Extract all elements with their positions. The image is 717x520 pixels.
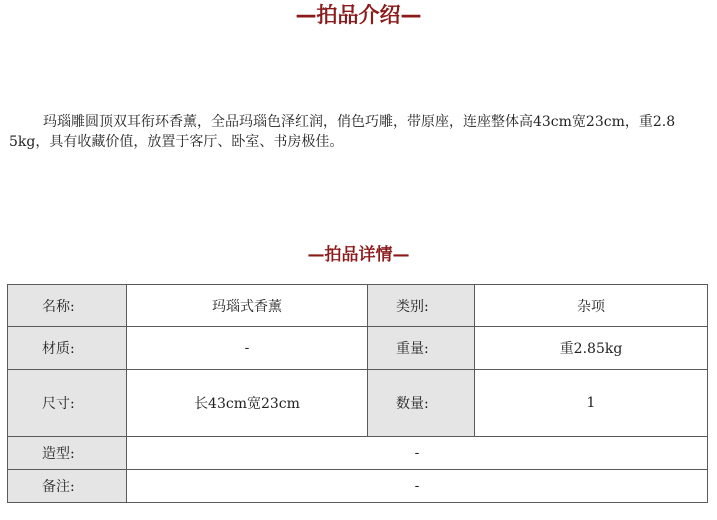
name-label: 名称: [8,285,127,327]
category-label: 类别: [368,285,475,327]
size-label: 尺寸: [8,370,127,437]
table-row [8,327,708,370]
details-table [7,284,708,503]
table-row [8,470,708,503]
category-value: 杂项 [475,285,708,327]
table-row [8,285,708,327]
remarks-value: - [127,470,708,503]
intro-section-title: —拍品介绍— [295,3,422,27]
name-value: 玛瑙式香薰 [127,285,368,327]
details-section-title: —拍品详情— [307,245,410,265]
size-value: 长43cm宽23cm [127,370,368,437]
table-row [8,370,708,437]
material-label: 材质: [8,327,127,370]
weight-label: 重量: [368,327,475,370]
material-value: - [127,327,368,370]
weight-value: 重2.85kg [475,327,708,370]
quantity-value: 1 [475,370,708,437]
intro-paragraph: 玛瑙雕圆顶双耳衔环香薰，全品玛瑙色泽红润，俏色巧雕，带原座，连座整体高43cm宽23cm，重2.85kg，具有收藏价值，放置于客厅、卧室、书房极佳。 [9,114,676,150]
quantity-label: 数量: [368,370,475,437]
shape-label: 造型: [8,437,127,470]
remarks-label: 备注: [8,470,127,503]
shape-value: - [127,437,708,470]
table-row [8,437,708,470]
